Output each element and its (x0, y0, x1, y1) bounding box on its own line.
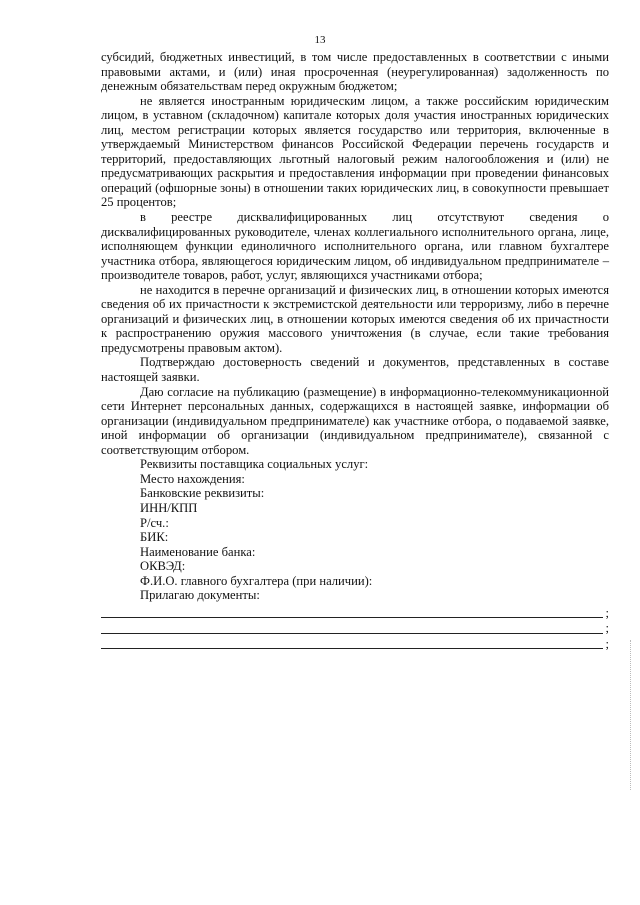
requisite-inn-kpp: ИНН/КПП (140, 500, 198, 515)
document-body (101, 50, 609, 649)
requisite-chief-accountant: Ф.И.О. главного бухгалтера (при наличии): (140, 573, 373, 588)
paragraph-confirmation: Подтверждаю достоверность сведений и документов, представленных в составе настоящей заявки. (101, 355, 609, 385)
requisite-bank-name: Наименование банка: (140, 544, 256, 559)
line-terminator: ; (605, 605, 609, 620)
requisite-account: Р/сч.: (140, 515, 169, 530)
paragraph-foreign-entity: не является иностранным юридическим лицом, а также российским юридическим лицом, в уставном (складочном) капитале которых доля участия иностранных юридических лиц, местом регистрации которых является государство или территория, включенные в утверждаемый Министерством финансов Российской Федерации перечень государств и территорий, предоставляющих льготный налоговый режим налогообложения и (или) не предусматривающих раскрытия и предоставления информации при проведении финансовых операций (офшорные зоны) в отношении таких юридических лиц, в совокупности превышает 25 процентов; (101, 93, 609, 210)
document-blank-line[interactable] (101, 603, 609, 620)
requisites-heading: Реквизиты поставщика социальных услуг: (140, 457, 369, 472)
requisite-location: Место нахождения: (140, 471, 245, 486)
document-blank-line[interactable] (101, 634, 609, 651)
paragraph-disqualified-registry: в реестре дисквалифицированных лиц отсутствуют сведения о дисквалифицированных руководителе, членах коллегиального исполнительного органа, лице, исполняющем функции единоличного исполнительного органа, или главном бухгалтере участника отбора, являющегося юридическим лицом, об индивидуальном предпринимателе – производителе товаров, работ, услуг, являющихся участниками отбора; (101, 210, 609, 283)
page-number: 13 (314, 34, 326, 46)
paragraph-consent: Даю согласие на публикацию (размещение) в информационно-телекоммуникационной сети Интернет персональных данных, содержащихся в настоящей заявке, информации об организации (индивидуальном предпринимателе) как участнике отбора, о подаваемой заявке, иной информации об организации (индивидуальном предпринимателе), связанной с соответствующим отбором. (101, 384, 609, 457)
document-blank-line[interactable] (101, 618, 609, 636)
attached-documents-label: Прилагаю документы: (140, 588, 260, 603)
requisite-bik: БИК: (140, 530, 169, 545)
line-terminator: ; (605, 636, 609, 651)
paragraph-extremism-list: не находится в перечне организаций и физических лиц, в отношении которых имеются сведения об их причастности к экстремистской деятельности или терроризму, либо в перечне организаций и физических лиц, в отношении которых имеются сведения об их причастности к распространению оружия массового уничтожения (в случае, если такие требования предусмотрены правовым актом). (101, 282, 609, 355)
line-terminator: ; (605, 621, 609, 636)
requisite-bank-details: Банковские реквизиты: (140, 486, 265, 501)
paragraph-continuation: субсидий, бюджетных инвестиций, в том числе предоставленных в соответствии с иными правовыми актами, и (или) иная просроченная (неурегулированная) задолженность по денежным обязательствам перед окружным бюджетом; (101, 50, 609, 94)
requisite-okved: ОКВЭД: (140, 559, 186, 574)
scan-margin-artifact (630, 640, 632, 790)
